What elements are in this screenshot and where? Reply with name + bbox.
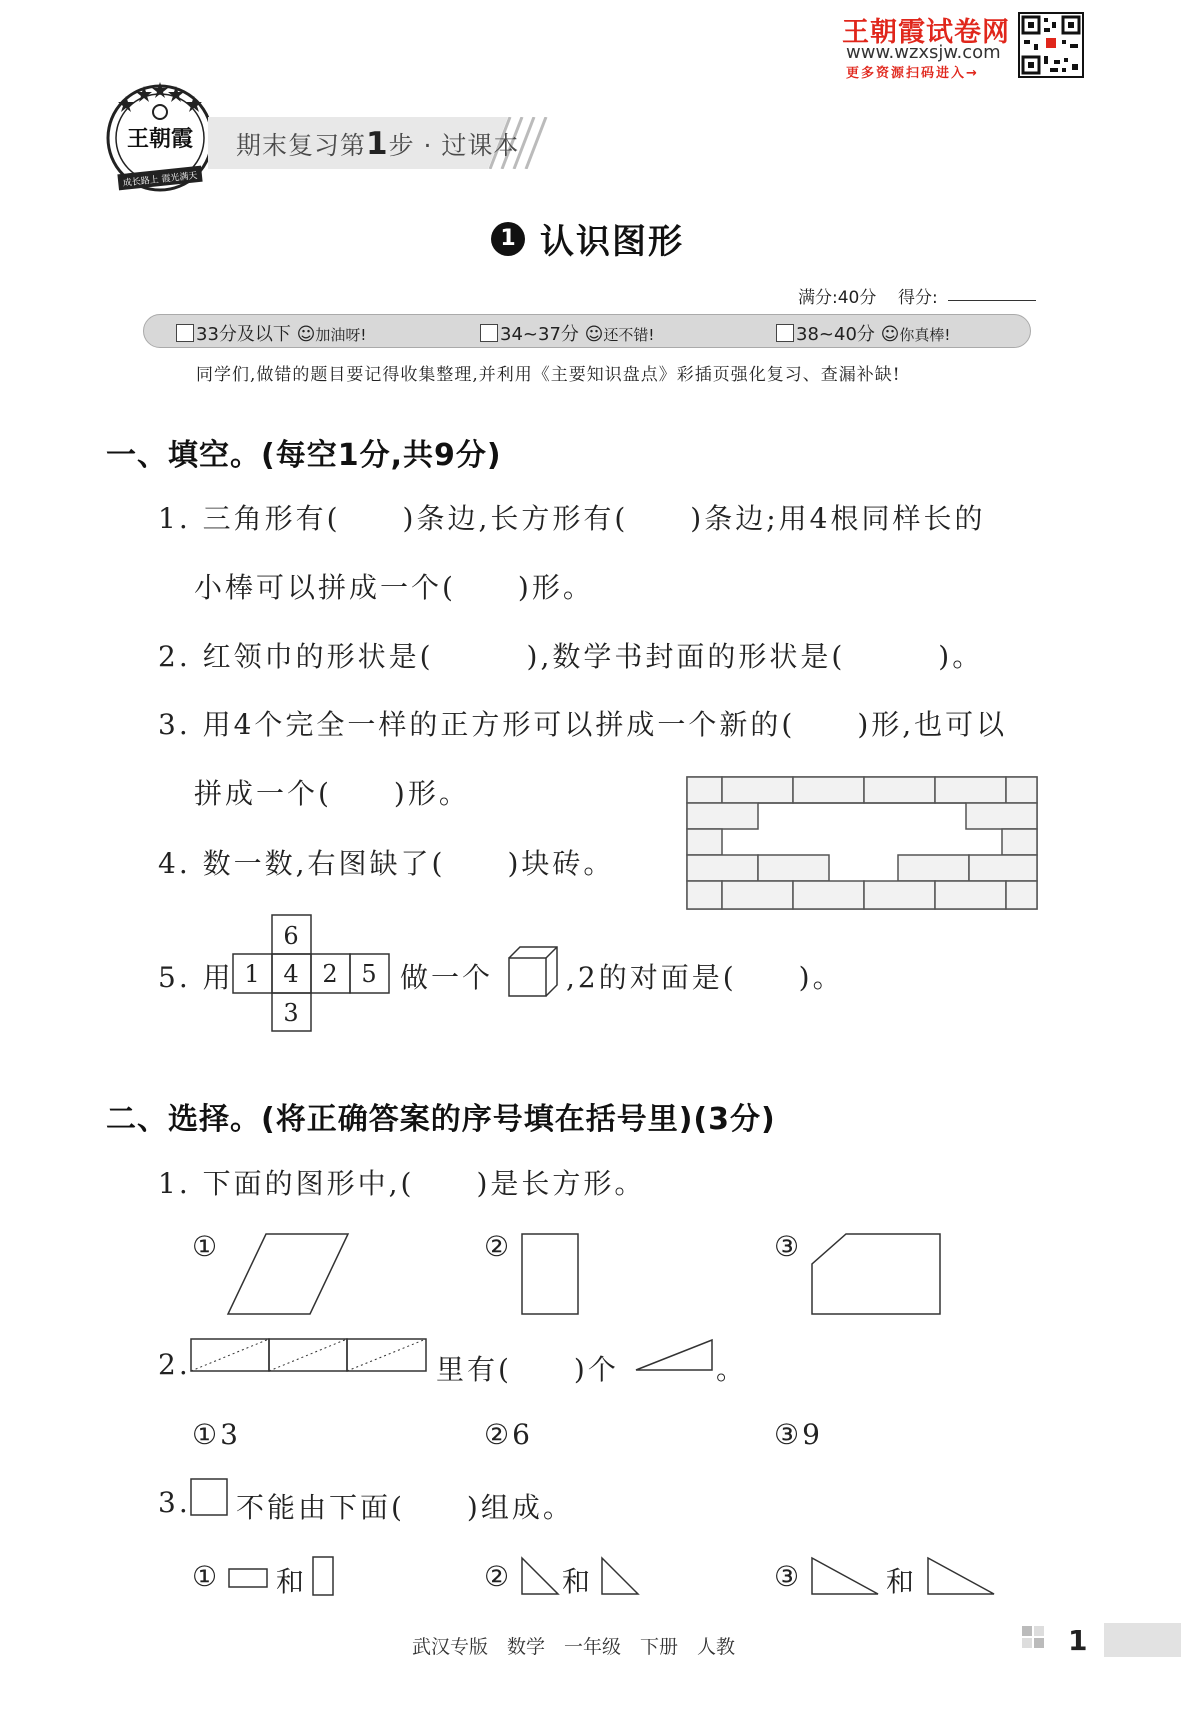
question-1-5-prefix: 5. 用 [158,961,234,994]
long-right-triangle-shape[interactable] [926,1556,996,1596]
option-2-3-2-and: 和 [562,1565,594,1598]
question-1-1-line1: 1. 三角形有( )条边,长方形有( )条边;用4根同样长的 [158,502,986,535]
banner-step: 1 [366,126,389,162]
grade-checkbox[interactable] [776,324,794,342]
option-mark[interactable]: ① [192,1230,221,1263]
footer-edition: 武汉专版 数学 一年级 下册 人教 [412,1636,736,1658]
parallelogram-shape[interactable] [226,1232,350,1316]
option-2-3-1-mark[interactable]: ① [192,1560,221,1593]
brand-url[interactable]: www.wzxsjw.com [846,42,1001,63]
question-1-4: 4. 数一数,右图缺了( )块砖。 [158,847,615,880]
question-2-2-end: 。 [716,1353,748,1386]
net-face-4: 4 [283,960,299,988]
net-face-bottom: 3 [283,999,299,1027]
grade-note: 你真棒! [899,326,951,344]
option-2-3-2-mark[interactable]: ② [484,1560,513,1593]
cut-corner-shape[interactable] [810,1232,942,1316]
banner-prefix: 期末复习第 [236,131,367,160]
question-2-1: 1. 下面的图形中,( )是长方形。 [158,1167,646,1200]
cube-icon [508,946,558,998]
net-face-1: 1 [244,960,260,988]
grade-item-high [776,320,950,346]
option-mark[interactable]: ③ [774,1230,803,1263]
question-1-5-mid: 做一个 [400,961,494,994]
strip-of-rectangles-figure [190,1338,428,1372]
wide-rectangle-shape[interactable] [228,1568,268,1588]
score-line [798,283,938,308]
smiley-icon: ☺ [296,324,316,345]
page-corner-icon [1022,1626,1054,1658]
brand-subtitle: 更多资源扫码进入→ [846,66,979,81]
page-number: 1 [1068,1624,1088,1657]
wangzhaoxia-logo-icon [104,82,216,194]
option-2-3-1-and: 和 [276,1565,308,1598]
grade-checkbox[interactable] [480,324,498,342]
question-2-3-prefix: 3. [158,1486,191,1519]
full-score: 满分:40分 [798,288,877,308]
score-label: 得分: [897,288,938,308]
grade-note: 还不错! [603,326,655,344]
question-2-3-text: 不能由下面( )组成。 [236,1491,574,1524]
net-face-2: 2 [322,960,338,988]
brand-title: 王朝霞试卷网 [842,17,1010,48]
section1-title: 一、填空。(每空1分,共9分) [106,438,502,473]
question-1-2: 2. 红领巾的形状是( ),数学书封面的形状是( )。 [158,640,984,673]
banner-title [236,126,519,162]
option-mark[interactable]: ② [484,1230,513,1263]
cube-net-figure [232,914,392,1032]
option-2-3-3-mark[interactable]: ③ [774,1560,803,1593]
grade-item-low [176,320,366,346]
question-2-2-prefix: 2. [158,1348,191,1381]
lesson-title: 认识图形 [540,222,684,262]
triangle-icon [634,1338,716,1372]
question-1-3-line1: 3. 用4个完全一样的正方形可以拼成一个新的( )形,也可以 [158,708,1008,741]
grade-range: 33分及以下 [196,324,291,345]
option-2-3-3-and: 和 [886,1565,918,1598]
option-2-2-3[interactable]: ③9 [774,1418,823,1451]
page-bar [1104,1623,1181,1657]
qr-code-icon[interactable] [1018,12,1084,78]
net-face-top: 6 [283,922,299,950]
square-icon [190,1478,228,1516]
lesson-number-badge: 1 [491,222,525,256]
rectangle-shape[interactable] [520,1232,580,1316]
option-2-2-1[interactable]: ①3 [192,1418,241,1451]
grade-range: 38~40分 [796,324,875,345]
tall-rectangle-shape[interactable] [312,1556,334,1596]
logo-slogan: 成长路上 霞光满天 [122,171,198,189]
question-1-5-end: ,2的对面是( )。 [566,961,844,994]
logo-name: 王朝霞 [126,127,194,152]
banner-suffix: 步 · 过课本 [388,131,520,160]
question-1-3-line2: 拼成一个( )形。 [194,777,470,810]
right-triangle-shape[interactable] [600,1556,640,1596]
long-right-triangle-shape[interactable] [810,1556,880,1596]
grade-item-mid [480,320,654,346]
score-blank[interactable] [948,300,1036,301]
question-1-1-line2: 小棒可以拼成一个( )形。 [194,571,594,604]
smiley-icon: ☺ [584,324,604,345]
grade-note: 加油呀! [315,326,367,344]
smiley-icon: ☺ [880,324,900,345]
tip-text: 同学们,做错的题目要记得收集整理,并利用《主要知识盘点》彩插页强化复习、查漏补缺! [196,365,901,385]
net-face-5: 5 [361,960,377,988]
right-triangle-shape[interactable] [520,1556,560,1596]
grade-checkbox[interactable] [176,324,194,342]
section2-title: 二、选择。(将正确答案的序号填在括号里)(3分) [106,1102,776,1137]
grade-range: 34~37分 [500,324,579,345]
brick-wall-figure [686,776,1038,910]
question-2-2-mid: 里有( )个 [436,1353,619,1386]
option-2-2-2[interactable]: ②6 [484,1418,533,1451]
